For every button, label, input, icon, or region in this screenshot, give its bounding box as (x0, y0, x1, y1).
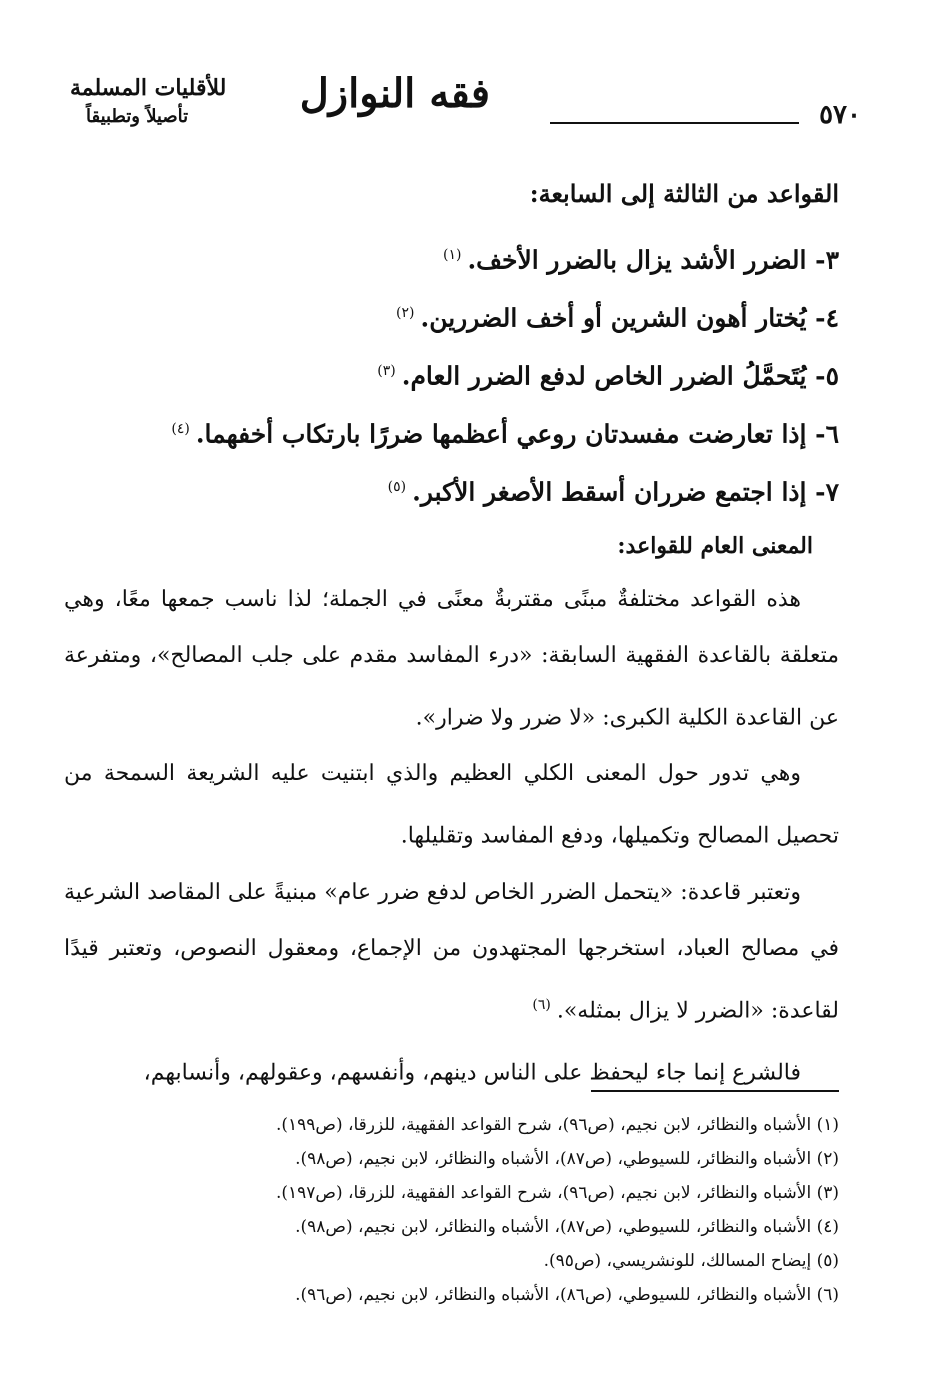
rule-item (64, 462, 839, 520)
paragraph (64, 865, 839, 1039)
footnote: (٣) الأشباه والنظائر، لابن نجيم، (ص٩٦)، شرح القواعد الفقهية، للزرقا، (ص١٩٧). (275, 1183, 839, 1203)
footnote-ref: (٦) (532, 996, 551, 1013)
book-title-block (60, 72, 490, 152)
rule-text: ٦- إذا تعارضت مفسدتان روعي أعظمها ضررًا بارتكاب أخفهما. (195, 419, 839, 449)
rules-list (64, 230, 839, 520)
page-body (64, 174, 839, 1101)
footnote: (٢) الأشباه والنظائر، للسيوطي، (ص٨٧)، الأشباه والنظائر، لابن نجيم، (ص٩٨). (295, 1149, 839, 1169)
footnote: (٥) إيضاح المسالك، للونشريسي، (ص٩٥). (543, 1251, 839, 1271)
book-title: فقه النوازل (299, 70, 490, 117)
book-subtitle: للأقليات المسلمة (70, 75, 227, 101)
paragraph-text: وهي تدور حول المعنى الكلي العظيم والذي ابتنيت عليه الشريعة السمحة من تحصيل المصالح وتكميلها، ودفع المفاسد وتقليلها. (64, 761, 839, 849)
rule-item (64, 288, 839, 346)
footnote: (٦) الأشباه والنظائر، للسيوطي، (ص٨٦)، الأشباه والنظائر، لابن نجيم، (ص٩٦). (295, 1285, 839, 1305)
paragraph-text: فالشرع إنما جاء ليحفظ على الناس دينهم، وأنفسهم، وعقولهم، وأنسابهم، (143, 1060, 801, 1086)
rule-text: ٧- إذا اجتمع ضرران أسقط الأصغر الأكبر. (412, 477, 839, 507)
footnotes-list (64, 1108, 839, 1312)
meaning-heading: المعنى العام للقواعد: (617, 533, 813, 559)
rule-text: ٣- الضرر الأشد يزال بالضرر الأخف. (467, 245, 839, 275)
paragraph (64, 572, 839, 746)
footnote-ref: (٤) (171, 421, 190, 437)
rule-item (64, 404, 839, 462)
paragraph (64, 746, 839, 864)
paragraph-text: هذه القواعد مختلفةٌ مبنًى مقتربةٌ معنًى في الجملة؛ لذا ناسب جمعها معًا، وهي متعلقة بالقاعدة الفقهية السابقة: «درء المفاسد مقدم على جلب المصالح»، ومتفرعة عن القاعدة الكلية الكبرى: «لا ضرر ولا ضرار». (64, 587, 839, 731)
header-rule (550, 122, 799, 124)
section-heading: القواعد من الثالثة إلى السابعة: (529, 179, 839, 208)
footnote-ref: (١) (442, 247, 462, 263)
rule-item (64, 230, 839, 288)
running-header (60, 66, 861, 156)
footnote: (١) الأشباه والنظائر، لابن نجيم، (ص٩٦)، شرح القواعد الفقهية، للزرقا، (ص١٩٩). (275, 1115, 839, 1135)
footnote-ref: (٥) (387, 479, 407, 495)
footnote-separator (591, 1090, 839, 1092)
page-number: ٥٧٠ (819, 100, 861, 130)
rule-text: ٥- يُتَحمَّلُ الضرر الخاص لدفع الضرر العام. (401, 361, 839, 391)
footnote-ref: (٣) (377, 363, 396, 379)
rule-text: ٤- يُختار أهون الشرين أو أخف الضررين. (420, 303, 839, 333)
book-tagline: تأصيلاً وتطبيقاً (86, 106, 189, 127)
footnote-ref: (٢) (396, 305, 415, 321)
paragraph-text: وتعتبر قاعدة: «يتحمل الضرر الخاص لدفع ضرر عام» مبنيةً على المقاصد الشرعية في مصالح العباد، استخرجها المجتهدون من الإجماع، ومعقول النصوص، وتعتبر قيدًا لقاعدة: «الضرر لا يزال بمثله». (64, 879, 839, 1023)
footnote: (٤) الأشباه والنظائر، للسيوطي، (ص٨٧)، الأشباه والنظائر، لابن نجيم، (ص٩٨). (295, 1217, 839, 1237)
rule-item (64, 346, 839, 404)
